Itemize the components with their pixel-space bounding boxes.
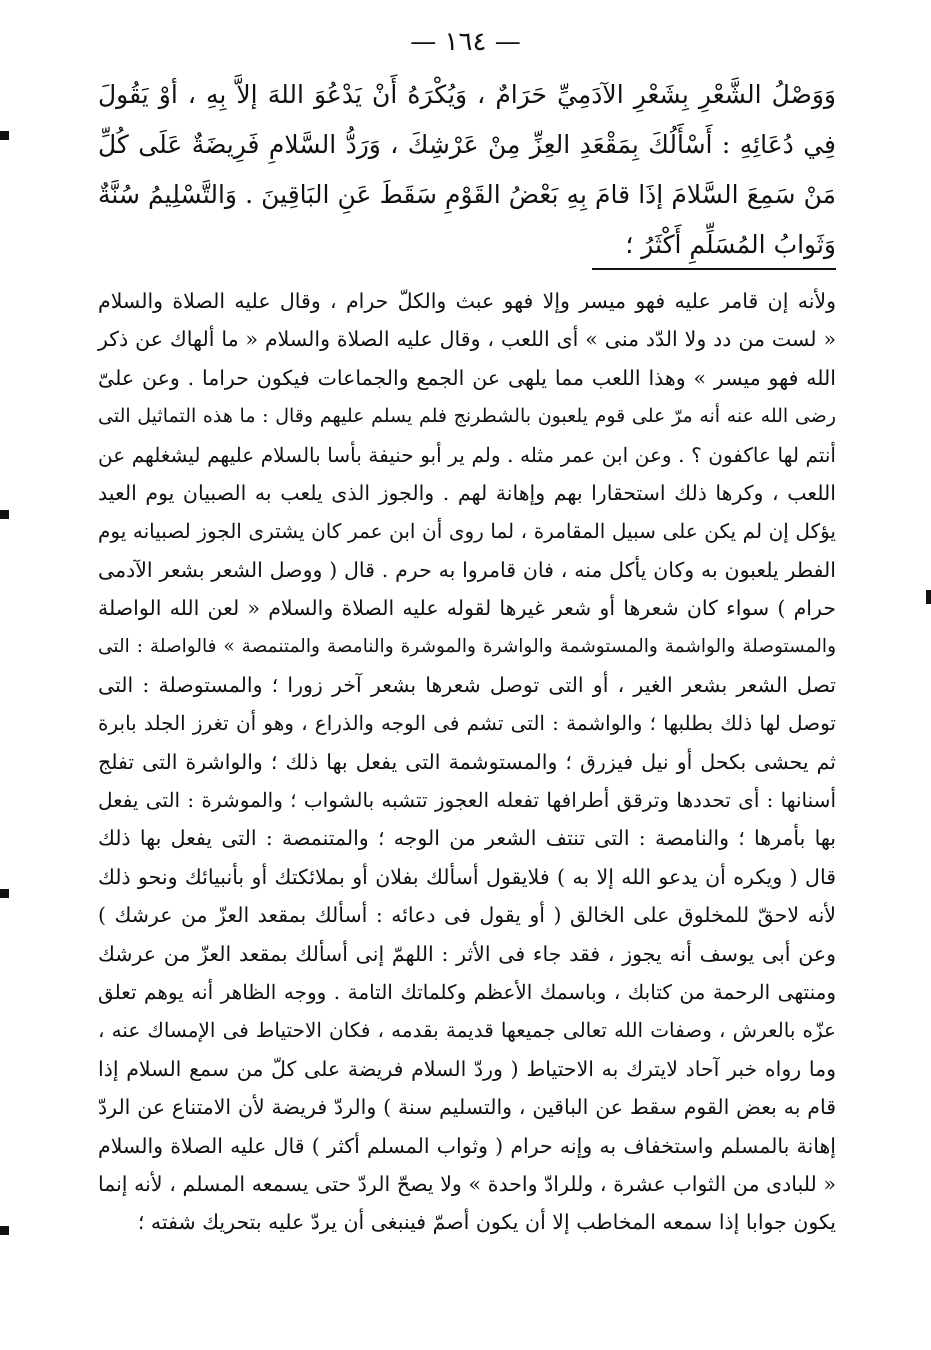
main-text-block bbox=[98, 70, 836, 270]
commentary-line: ثم يحشى بكحل أو نيل فيزرق ؛ والمستوشمة التى يفعل بها ذلك ؛ والواشرة التى تفلج bbox=[98, 749, 836, 774]
commentary-text-block bbox=[98, 282, 836, 1242]
commentary-line: ولأنه إن قامر عليه فهو ميسر وإلا فهو عبث والكلّ حرام ، وقال عليه الصلاة والسلام bbox=[98, 289, 836, 313]
commentary-line: وعن أبى يوسف أنه يجوز ، فقد جاء فى الأثر : اللهمّ إنى أسألك بمقعد العزّ من عرشك bbox=[98, 941, 836, 966]
scan-edge-mark bbox=[0, 1226, 9, 1235]
main-text-line: مَنْ سَمِعَ السَّلامَ إذَا قامَ بِهِ بَعْضُ القَوْمِ سَقَطَ عَنِ البَاقِينَ . وَالتَّسْلِيمُ سُنَّةٌ bbox=[98, 180, 836, 209]
page-number: — ١٦٤ — bbox=[410, 27, 521, 57]
commentary-line: رضى الله عنه أنه مرّ على قوم يلعبون بالشطرنج فلم يسلم عليهم وقال : ما هذه التماثيل التى bbox=[98, 405, 836, 428]
commentary-line: « لست من دد ولا الدّد منى » أى اللعب ، وقال عليه الصلاة والسلام « ما ألهاك عن ذكر bbox=[98, 327, 836, 352]
commentary-line: حرام ) سواء كان شعرها أو شعر غيرها لقوله عليه الصلاة والسلام « لعن الله الواصلة bbox=[98, 596, 836, 621]
scan-edge-mark bbox=[0, 510, 9, 519]
commentary-line: لأنه لاحقّ للمخلوق على الخالق ( أو يقول فى دعائه : أسألك بمقعد العزّ من عرشك ) bbox=[98, 903, 836, 928]
commentary-line: أنتم لها عاكفون ؟ . وعن ابن عمر مثله . ولم ير أبو حنيفة بأسا بالسلام عليهم ليشغلهم عن bbox=[98, 442, 836, 467]
text-divider bbox=[592, 268, 836, 270]
main-text-line: فِي دُعَائِهِ : أَسْأَلُكَ بِمَقْعَدِ العِزِّ مِنْ عَرْشِكَ ، وَرَدُّ السَّلامِ فَرِيضَةٌ عَلَى كُلِّ bbox=[98, 130, 836, 159]
commentary-line: بها بأمرها ؛ والنامصة : التى تنتف الشعر من الوجه ؛ والمتنمصة : التى يفعل بها ذلك bbox=[98, 826, 836, 851]
main-text-line: وَثَوابُ المُسَلِّمِ أَكْثَرُ ؛ bbox=[625, 230, 836, 259]
commentary-line: يؤكل إن لم يكن على سبيل المقامرة ، لما روى أن ابن عمر كان يشترى الجوز لصبيانه يوم bbox=[98, 519, 836, 544]
commentary-line: قام به بعض القوم سقط عن الباقين ، والتسليم سنة ) والردّ فريضة لأن الامتناع عن الردّ bbox=[98, 1095, 836, 1120]
scan-edge-mark bbox=[0, 131, 9, 140]
commentary-line: ومنتهى الرحمة من كتابك ، وباسمك الأعظم وكلماتك التامة . ووجه الظاهر أنه يوهم تعلق bbox=[98, 980, 836, 1005]
commentary-line: وما رواه خبر آحاد لايترك به الاحتياط ( وردّ السلام فريضة على كلّ من سمع السلام إذا bbox=[98, 1056, 836, 1081]
scan-edge-mark bbox=[926, 590, 931, 604]
commentary-line: والمستوصلة والواشمة والمستوشمة والواشرة والموشرة والنامصة والمتنمصة » فالواصلة : التى bbox=[98, 635, 836, 657]
commentary-line: اللعب ، وكرها ذلك استحقارا بهم وإهانة لهم . والجوز الذى يلعب به الصبيان يوم العيد bbox=[98, 480, 836, 505]
commentary-line: الله فهو ميسر » وهذا اللعب مما يلهى عن الجمع والجماعات فيكون حراما . وعن علىّ bbox=[98, 365, 836, 390]
main-text-line: وَوَصْلُ الشَّعْرِ بِشَعْرِ الآدَمِيِّ حَرَامٌ ، وَيُكْرَهُ أَنْ يَدْعُوَ اللهَ إلاَّ بِهِ ، أوْ يَقُولَ bbox=[98, 80, 836, 109]
commentary-line: قال ( ويكره أن يدعو الله إلا به ) فلايقول أسألك بفلان أو بملائكتك أو بأنبيائك ونحو ذلك bbox=[98, 864, 836, 889]
commentary-line: عزّه بالعرش ، وصفات الله تعالى جميعها قديمة بقدمه ، فكان الاحتياط فى الإمساك عنه ، bbox=[98, 1018, 836, 1043]
commentary-line: الفطر يلعبون به وكان يأكل منه ، فان قامروا به حرم . قال ( ووصل الشعر بشعر الآدمى bbox=[98, 557, 836, 582]
commentary-line: تصل الشعر بشعر الغير ، أو التى توصل شعرها بشعر آخر زورا ؛ والمستوصلة : التى bbox=[98, 672, 836, 697]
commentary-line: « للبادى من الثواب عشرة ، وللرادّ واحدة » ولا يصحّ الردّ حتى يسمعه المسلم ، لأنه إنما bbox=[98, 1171, 836, 1196]
commentary-line: إهانة بالمسلم واستخفاف به وإنه حرام ( وثواب المسلم أكثر ) قال عليه الصلاة والسلام bbox=[98, 1133, 836, 1158]
commentary-line: يكون جوابا إذا سمعه المخاطب إلا أن يكون أصمّ فينبغى أن يردّ عليه بتحريك شفته ؛ bbox=[137, 1210, 836, 1235]
commentary-line: توصل لها ذلك بطلبها ؛ والواشمة : التى تشم فى الوجه والذراع ، وهو أن تغرز الجلد بابرة bbox=[98, 711, 836, 736]
scan-edge-mark bbox=[0, 889, 9, 898]
commentary-line: أسنانها : أى تحددها وترقق أطرافها تفعله العجوز تتشبه بالشواب ؛ والموشرة : التى يفعل bbox=[98, 788, 836, 813]
